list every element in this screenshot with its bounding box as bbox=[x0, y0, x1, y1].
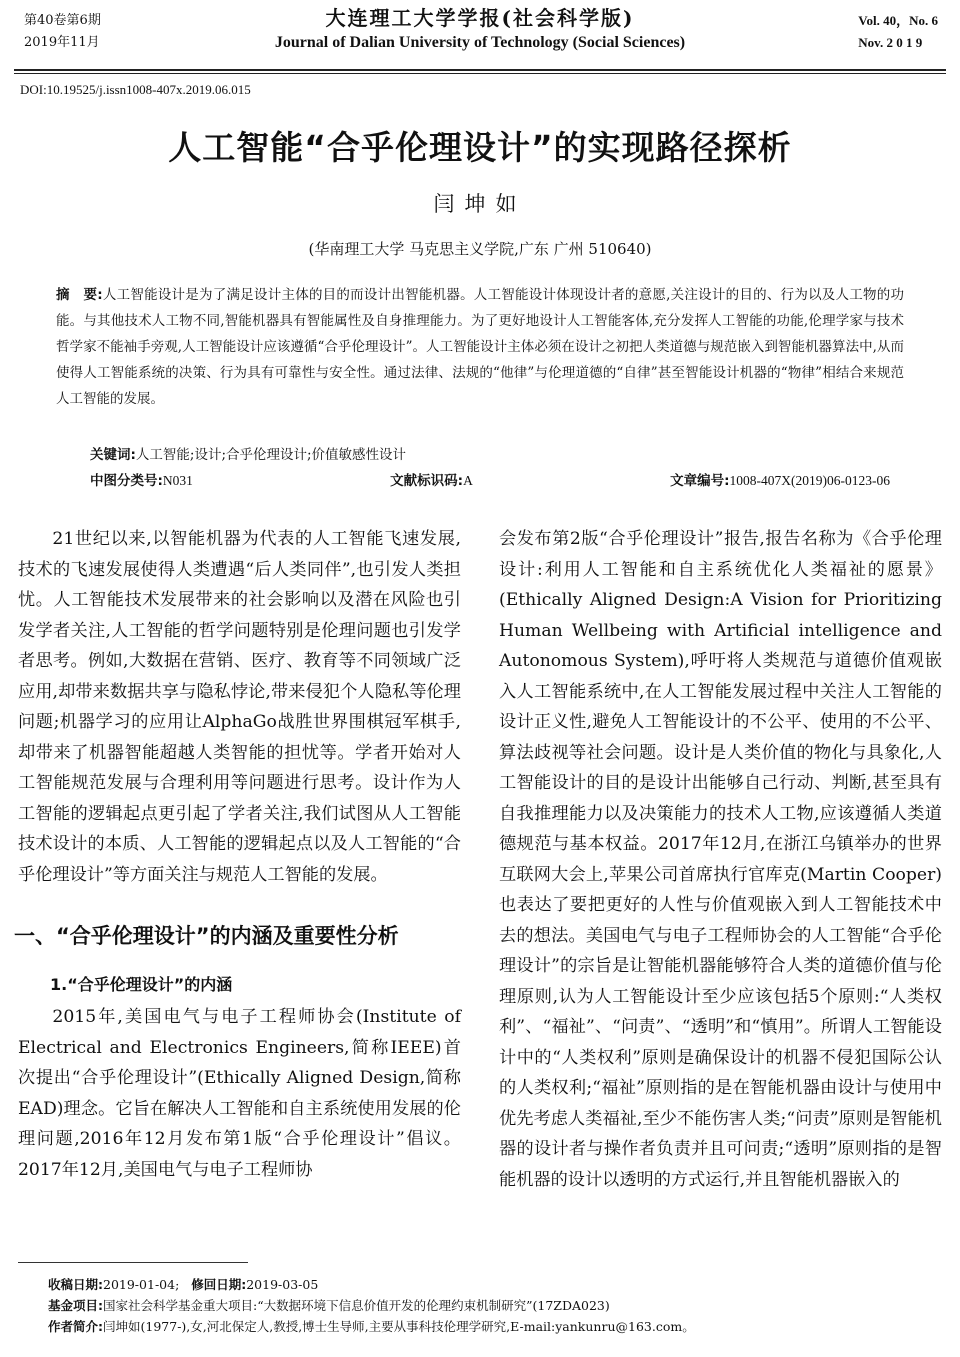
document-code bbox=[390, 468, 473, 494]
abstract bbox=[56, 282, 904, 412]
doc-value: A bbox=[463, 473, 473, 488]
keywords-label: 关键词: bbox=[90, 447, 136, 463]
header-right bbox=[858, 10, 938, 54]
header-center bbox=[0, 4, 960, 54]
clc-value: N031 bbox=[162, 473, 193, 488]
date-cn: 2019年11月 bbox=[24, 35, 100, 50]
fund-line bbox=[48, 1295, 695, 1316]
section-heading: 一、“合乎伦理设计”的内涵及重要性分析 bbox=[14, 924, 399, 948]
article-number bbox=[670, 468, 890, 494]
body-paragraph-continued: 会发布第2版“合乎伦理设计”报告,报告名称为《合乎伦理设计:利用人工智能和自主系统优化人类福祉的愿景》(Ethically Aligned Design:A Vision for Prioritizing Human Wellbeing with Artificial intelligence and Autonomous System),呼吁将人类规范与道德价值观嵌入人工智能系统中,在人工智能发展过程中关注人工智能的设计正义性,避免人工智能设计的不公平、使用的不公平、算法歧视等社会问题。设计是人类价值的物化与具象化,人工智能设计的目的是设计出能够自己行动、判断,甚至具有自我推理能力以及决策能力的技术人工物,应该遵循人类道德规范与基本权益。2017年12月,在浙江乌镇举办的世界互联网大会上,苹果公司首席执行官库克(Martin Cooper)也表达了要把更好的人性与价值观嵌入到人工智能技术中去的想法。美国电气与电子工程师协会的人工智能“合乎伦理设计”的宗旨是让智能机器能够符合人类的道德价值与伦理原则,认为人工智能设计至少应该包括5个原则:“人类权利”、“福祉”、“问责”、“透明”和“慎用”。所谓人工智能设计中的“人类权利”原则是确保设计的机器不侵犯国际公认的人类权利;“福祉”原则指的是在智能机器由设计与使用中优先考虑人类福祉,至少不能伤害人类;“问责”原则是智能机器的设计者与操作者负责并且可问责;“透明”原则指的是智能机器的设计以透明的方式运行,并且智能机器嵌入的 bbox=[499, 529, 942, 1190]
author-info-text: 闫坤如(1977-),女,河北保定人,教授,博士生导师,主要从事科技伦理学研究,E-mail:yankunru@163.com。 bbox=[103, 1319, 695, 1334]
footnote-rule bbox=[18, 1262, 248, 1263]
doi: DOI:10.19525/j.issn1008-407x.2019.06.015 bbox=[20, 82, 251, 97]
received-date: 2019-01-04; bbox=[103, 1277, 180, 1292]
abstract-label: 摘 要: bbox=[56, 287, 103, 303]
subsection-heading: 1.“合乎伦理设计”的内涵 bbox=[50, 975, 233, 994]
doc-label: 文献标识码: bbox=[390, 473, 464, 489]
date-en: Nov. 2 0 1 9 bbox=[858, 35, 923, 50]
fund-text: 国家社会科学基金重大项目:“大数据环境下信息价值开发的伦理约束机制研究”(17ZDA023) bbox=[103, 1298, 610, 1313]
affiliation: (华南理工大学 马克思主义学院,广东 广州 510640) bbox=[308, 240, 652, 258]
keywords bbox=[90, 442, 406, 468]
revised-date: 2019-03-05 bbox=[246, 1277, 319, 1292]
abstract-text: 人工智能设计是为了满足设计主体的目的而设计出智能机器。人工智能设计体现设计者的意愿,关注设计的目的、行为以及人工物的功能。与其他技术人工物不同,智能机器具有智能属性及自身推理能力。为了更好地设计人工智能客体,充分发挥人工智能的功能,伦理学家与技术哲学家不能袖手旁观,人工智能设计应该遵循“合乎伦理设计”。人工智能设计主体必须在设计之初把人类道德与规范嵌入到智能机器算法中,从而使得人工智能系统的决策、行为具有可靠性与安全性。通过法律、法规的“他律”与伦理道德的“自律”甚至智能设计机器的“物律”相结合来规范人工智能的发展。 bbox=[56, 287, 904, 407]
author-name: 闫坤如 bbox=[433, 192, 527, 216]
clc-label: 中图分类号: bbox=[90, 473, 163, 489]
dates-line bbox=[48, 1274, 695, 1295]
article-value: 1008-407X(2019)06-0123-06 bbox=[729, 473, 890, 488]
classification-line bbox=[90, 468, 890, 494]
keywords-text: 人工智能;设计;合乎伦理设计;价值敏感性设计 bbox=[135, 447, 407, 463]
article-label: 文章编号: bbox=[670, 473, 730, 489]
body-paragraph: 2015年,美国电气与电子工程师协会(Institute of Electrical and Electronics Engineers,简称IEEE)首次提出“合乎伦理设计”(Ethically Aligned Design,简称EAD)理念。它旨在解决人工智能和自主系统使用发展的伦理问题,2016年12月发布第1版“合乎伦理设计”倡议。2017年12月,美国电气与电子工程师协 bbox=[18, 1007, 461, 1180]
clc-number bbox=[90, 468, 193, 494]
revised-label: 修回日期: bbox=[191, 1277, 247, 1292]
header-rule bbox=[14, 69, 946, 71]
body-column-left bbox=[14, 524, 461, 1185]
received-label: 收稿日期: bbox=[48, 1277, 103, 1292]
header-rule-thin bbox=[14, 73, 946, 74]
body-column-right bbox=[499, 524, 942, 1195]
fund-label: 基金项目: bbox=[48, 1298, 103, 1313]
footnotes bbox=[48, 1274, 695, 1337]
journal-title-en: Journal of Dalian University of Technology (Social Sciences) bbox=[274, 34, 686, 51]
volume-issue-cn: 第40卷第6期 bbox=[24, 13, 101, 28]
author-info-label: 作者简介: bbox=[48, 1319, 103, 1334]
intro-paragraph: 21世纪以来,以智能机器为代表的人工智能飞速发展,技术的飞速发展使得人类遭遇“后人类同伴”,也引发人类担忧。人工智能技术发展带来的社会影响以及潜在风险也引发学者关注,人工智能的哲学问题特别是伦理问题也引发学者思考。例如,大数据在营销、医疗、教育等不同领域广泛应用,却带来数据共享与隐私悖论,带来侵犯个人隐私等伦理问题;机器学习的应用让AlphaGo战胜世界围棋冠军棋手,却带来了机器智能超越人类智能的担忧等。学者开始对人工智能规范发展与合理利用等问题进行思考。设计作为人工智能的逻辑起点更引起了学者关注,我们试图从人工智能技术设计的本质、人工智能的逻辑起点以及人工智能的“合乎伦理设计”等方面关注与规范人工智能的发展。 bbox=[18, 529, 461, 885]
author-info-line bbox=[48, 1316, 695, 1337]
volume-en: Vol. 40，No. 6 bbox=[858, 13, 938, 28]
journal-title-cn: 大连理工大学学报(社会科学版) bbox=[325, 6, 635, 30]
paper-title: 人工智能“合乎伦理设计”的实现路径探析 bbox=[168, 128, 792, 167]
